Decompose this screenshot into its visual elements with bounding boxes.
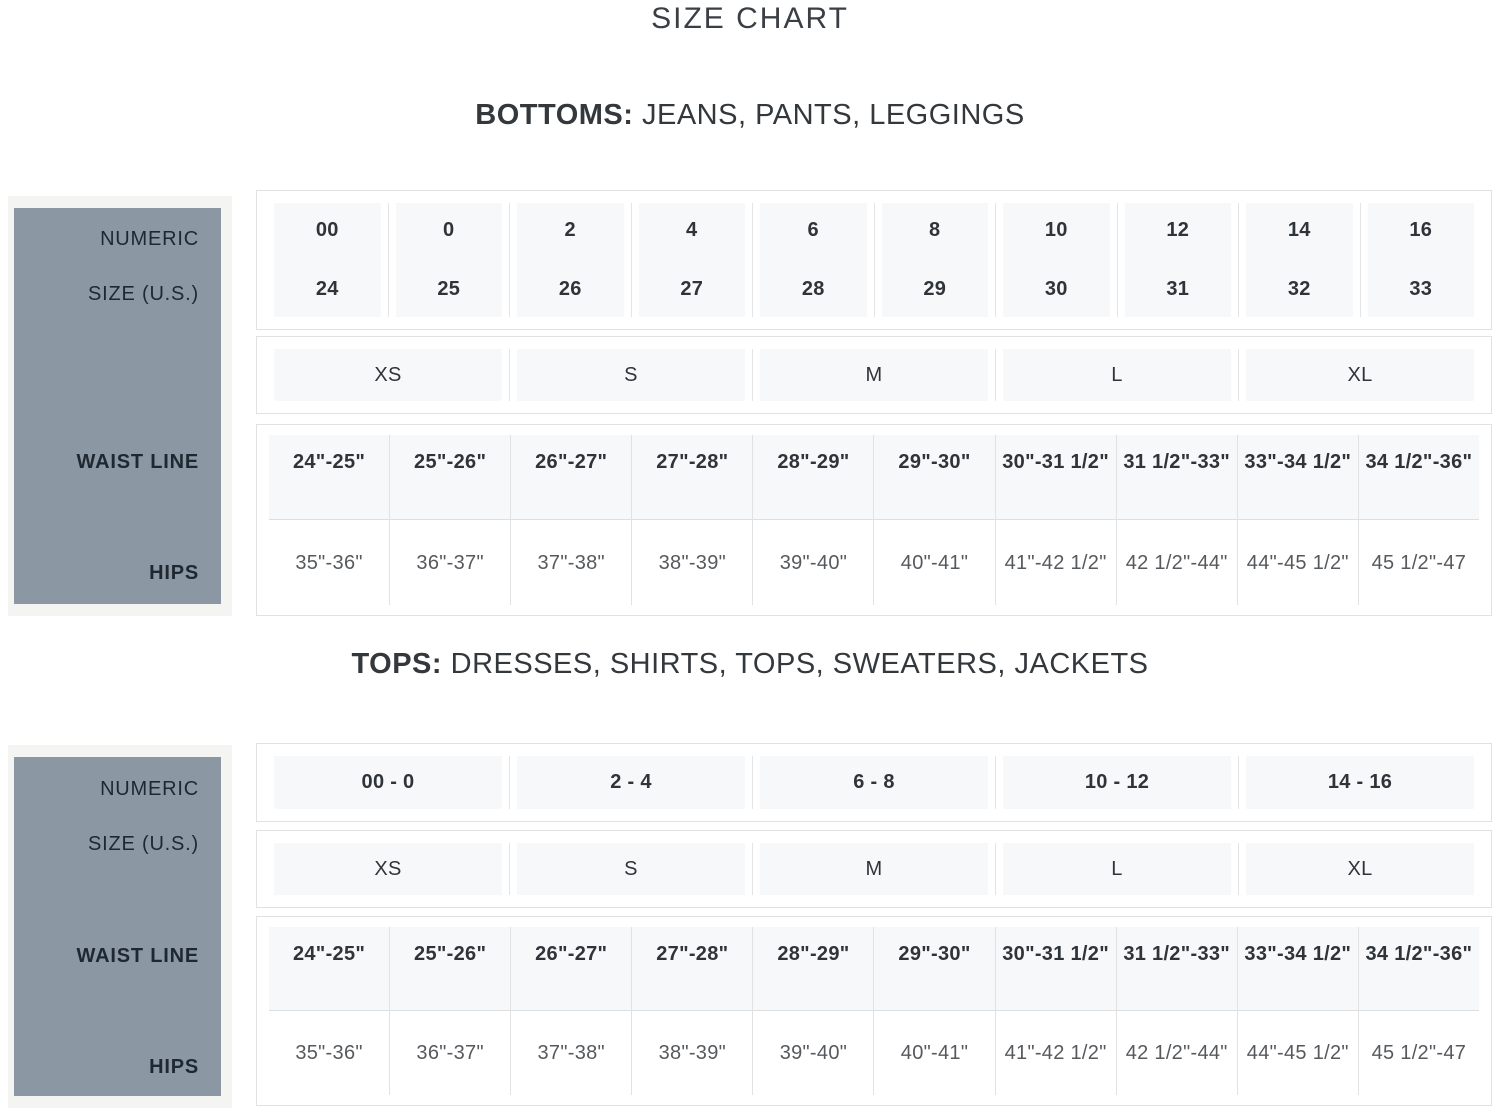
letter-size-cell — [1246, 349, 1474, 401]
waist-cell: 34 1/2"-36" — [1359, 927, 1479, 1011]
size-column — [753, 203, 875, 317]
size-column — [510, 203, 632, 317]
waist-cell: 27"-28" — [632, 435, 752, 520]
us-size-value: 28 — [801, 278, 825, 300]
numeric-size-value: 12 — [1166, 219, 1190, 241]
measurement-column — [390, 435, 511, 605]
measurement-column — [632, 927, 753, 1095]
measurement-column — [269, 435, 390, 605]
letter-size-column — [510, 349, 753, 401]
size-cell — [1368, 203, 1475, 317]
waist-cell: 28"-29" — [753, 435, 873, 520]
letter-size-value: L — [1111, 363, 1123, 386]
size-cell — [760, 203, 867, 317]
tops-measurements-rows — [256, 916, 1492, 1106]
letter-size-column — [267, 843, 510, 895]
letter-size-column — [753, 843, 996, 895]
waist-cell: 26"-27" — [511, 435, 631, 520]
size-column — [267, 203, 389, 317]
measurement-column — [511, 927, 632, 1095]
measurement-column — [269, 927, 390, 1095]
letter-size-cell — [517, 843, 745, 895]
numeric-size-value: 2 — [564, 219, 576, 241]
letter-size-cell — [1003, 349, 1231, 401]
letter-size-value: M — [865, 363, 883, 386]
size-cell — [882, 203, 989, 317]
size-cell — [517, 756, 745, 809]
bottoms-label-hips: HIPS — [149, 562, 199, 584]
size-column — [753, 756, 996, 809]
waist-cell: 33"-34 1/2" — [1238, 927, 1358, 1011]
size-cell — [1246, 203, 1353, 317]
hips-cell: 45 1/2"-47 — [1359, 520, 1479, 605]
letter-size-value: XS — [374, 363, 402, 386]
size-cell — [517, 203, 624, 317]
size-cell — [639, 203, 746, 317]
waist-cell: 26"-27" — [511, 927, 631, 1011]
waist-cell: 29"-30" — [874, 435, 994, 520]
bottoms-label-waist: WAIST LINE — [76, 451, 199, 473]
numeric-size-value: 00 — [315, 219, 339, 241]
letter-size-cell — [760, 349, 988, 401]
us-size-value: 24 — [315, 278, 339, 300]
size-column — [267, 756, 510, 809]
size-cell — [274, 203, 381, 317]
letter-size-value: XL — [1347, 857, 1373, 880]
numeric-size-value: 8 — [929, 219, 941, 241]
letter-size-column — [1239, 349, 1481, 401]
letter-size-value: XS — [374, 857, 402, 880]
letter-size-column — [267, 349, 510, 401]
tops-numeric-size-row — [256, 743, 1492, 822]
measurement-column — [874, 927, 995, 1095]
measurement-column — [1359, 435, 1479, 605]
size-column — [632, 203, 754, 317]
waist-cell: 25"-26" — [390, 435, 510, 520]
hips-cell: 42 1/2"-44" — [1117, 1011, 1237, 1095]
hips-cell: 39"-40" — [753, 1011, 873, 1095]
hips-cell: 36"-37" — [390, 520, 510, 605]
tops-label-hips: HIPS — [149, 1056, 199, 1078]
letter-size-column — [1239, 843, 1481, 895]
waist-cell: 24"-25" — [269, 927, 389, 1011]
letter-size-cell — [1003, 843, 1231, 895]
letter-size-column — [996, 349, 1239, 401]
numeric-size-value: 14 — [1287, 219, 1311, 241]
size-cell — [1246, 756, 1474, 809]
letter-size-value: M — [865, 857, 883, 880]
tops-label-waist: WAIST LINE — [76, 945, 199, 967]
tops-label-size-us: SIZE (U.S.) — [87, 833, 199, 855]
letter-size-column — [996, 843, 1239, 895]
waist-cell: 33"-34 1/2" — [1238, 435, 1358, 520]
hips-cell: 42 1/2"-44" — [1117, 520, 1237, 605]
numeric-size-value: 10 — [1044, 219, 1068, 241]
tops-row-label-panel — [8, 745, 232, 1108]
us-size-value: 25 — [437, 278, 461, 300]
waist-cell: 28"-29" — [753, 927, 873, 1011]
us-size-value: 26 — [558, 278, 582, 300]
letter-size-cell — [1246, 843, 1474, 895]
hips-cell: 37"-38" — [511, 520, 631, 605]
size-column — [389, 203, 511, 317]
letter-size-value: XL — [1347, 363, 1373, 386]
bottoms-row-label-panel — [8, 196, 232, 616]
measurement-column — [1359, 927, 1479, 1095]
size-cell — [1003, 756, 1231, 809]
size-cell — [760, 756, 988, 809]
us-size-value: 31 — [1166, 278, 1190, 300]
hips-cell: 35"-36" — [269, 520, 389, 605]
waist-cell: 29"-30" — [874, 927, 994, 1011]
numeric-size-range-value: 00 - 0 — [361, 771, 415, 793]
us-size-value: 27 — [680, 278, 704, 300]
size-column — [1239, 756, 1481, 809]
measurement-column — [1238, 435, 1359, 605]
hips-cell: 45 1/2"-47 — [1359, 1011, 1479, 1095]
waist-cell: 24"-25" — [269, 435, 389, 520]
size-column — [996, 203, 1118, 317]
us-size-value: 30 — [1044, 278, 1068, 300]
us-size-value: 32 — [1287, 278, 1311, 300]
waist-cell: 27"-28" — [632, 927, 752, 1011]
measurement-column — [390, 927, 511, 1095]
size-column — [996, 756, 1239, 809]
hips-cell: 41"-42 1/2" — [996, 520, 1116, 605]
hips-cell: 37"-38" — [511, 1011, 631, 1095]
bottoms-row-label-fill — [14, 208, 221, 604]
size-column — [1361, 203, 1482, 317]
waist-cell: 25"-26" — [390, 927, 510, 1011]
numeric-size-value: 0 — [443, 219, 455, 241]
letter-size-cell — [760, 843, 988, 895]
letter-size-cell — [274, 349, 502, 401]
numeric-size-value: 6 — [807, 219, 819, 241]
numeric-size-range-value: 2 - 4 — [610, 771, 652, 793]
size-cell — [1003, 203, 1110, 317]
bottoms-measurements-rows — [256, 424, 1492, 616]
tops-letter-size-row — [256, 830, 1492, 908]
us-size-value: 29 — [923, 278, 947, 300]
size-cell — [274, 756, 502, 809]
numeric-size-range-value: 6 - 8 — [853, 771, 895, 793]
measurement-column — [1117, 927, 1238, 1095]
tops-row-label-fill — [14, 757, 221, 1096]
letter-size-value: S — [624, 363, 638, 386]
hips-cell: 44"-45 1/2" — [1238, 1011, 1358, 1095]
numeric-size-value: 4 — [686, 219, 698, 241]
bottoms-numeric-size-row — [256, 190, 1492, 330]
measurement-column — [996, 435, 1117, 605]
hips-cell: 41"-42 1/2" — [996, 1011, 1116, 1095]
measurement-column — [511, 435, 632, 605]
measurement-column — [996, 927, 1117, 1095]
bottoms-heading-category: BOTTOMS: — [475, 99, 634, 131]
letter-size-cell — [274, 843, 502, 895]
letter-size-value: L — [1111, 857, 1123, 880]
numeric-size-range-value: 14 - 16 — [1327, 771, 1393, 793]
hips-cell: 38"-39" — [632, 1011, 752, 1095]
size-column — [1239, 203, 1361, 317]
size-cell — [396, 203, 503, 317]
waist-cell: 30"-31 1/2" — [996, 435, 1116, 520]
waist-cell: 34 1/2"-36" — [1359, 435, 1479, 520]
letter-size-column — [753, 349, 996, 401]
waist-cell: 31 1/2"-33" — [1117, 927, 1237, 1011]
measurement-column — [1238, 927, 1359, 1095]
measurement-column — [874, 435, 995, 605]
waist-cell: 30"-31 1/2" — [996, 927, 1116, 1011]
size-column — [1118, 203, 1240, 317]
hips-cell: 44"-45 1/2" — [1238, 520, 1358, 605]
us-size-value: 33 — [1409, 278, 1433, 300]
measurement-column — [1117, 435, 1238, 605]
bottoms-label-size-us: SIZE (U.S.) — [87, 283, 199, 305]
numeric-size-range-value: 10 - 12 — [1084, 771, 1150, 793]
hips-cell: 39"-40" — [753, 520, 873, 605]
bottoms-label-numeric: NUMERIC — [100, 228, 199, 250]
bottoms-letter-size-row — [256, 336, 1492, 414]
bottoms-heading — [0, 99, 1500, 132]
tops-label-numeric: NUMERIC — [100, 778, 199, 800]
page-title: SIZE CHART — [651, 2, 849, 35]
letter-size-cell — [517, 349, 745, 401]
size-column — [510, 756, 753, 809]
tops-heading — [0, 648, 1500, 681]
letter-size-value: S — [624, 857, 638, 880]
tops-heading-items: DRESSES, SHIRTS, TOPS, SWEATERS, JACKETS — [442, 648, 1149, 680]
waist-cell: 31 1/2"-33" — [1117, 435, 1237, 520]
letter-size-column — [510, 843, 753, 895]
measurement-column — [632, 435, 753, 605]
hips-cell: 36"-37" — [390, 1011, 510, 1095]
size-cell — [1125, 203, 1232, 317]
tops-heading-category: TOPS: — [351, 648, 443, 680]
numeric-size-value: 16 — [1409, 219, 1433, 241]
hips-cell: 40"-41" — [874, 520, 994, 605]
bottoms-heading-items: JEANS, PANTS, LEGGINGS — [633, 99, 1025, 131]
measurement-column — [753, 927, 874, 1095]
measurement-column — [753, 435, 874, 605]
hips-cell: 38"-39" — [632, 520, 752, 605]
hips-cell: 40"-41" — [874, 1011, 994, 1095]
hips-cell: 35"-36" — [269, 1011, 389, 1095]
size-column — [875, 203, 997, 317]
